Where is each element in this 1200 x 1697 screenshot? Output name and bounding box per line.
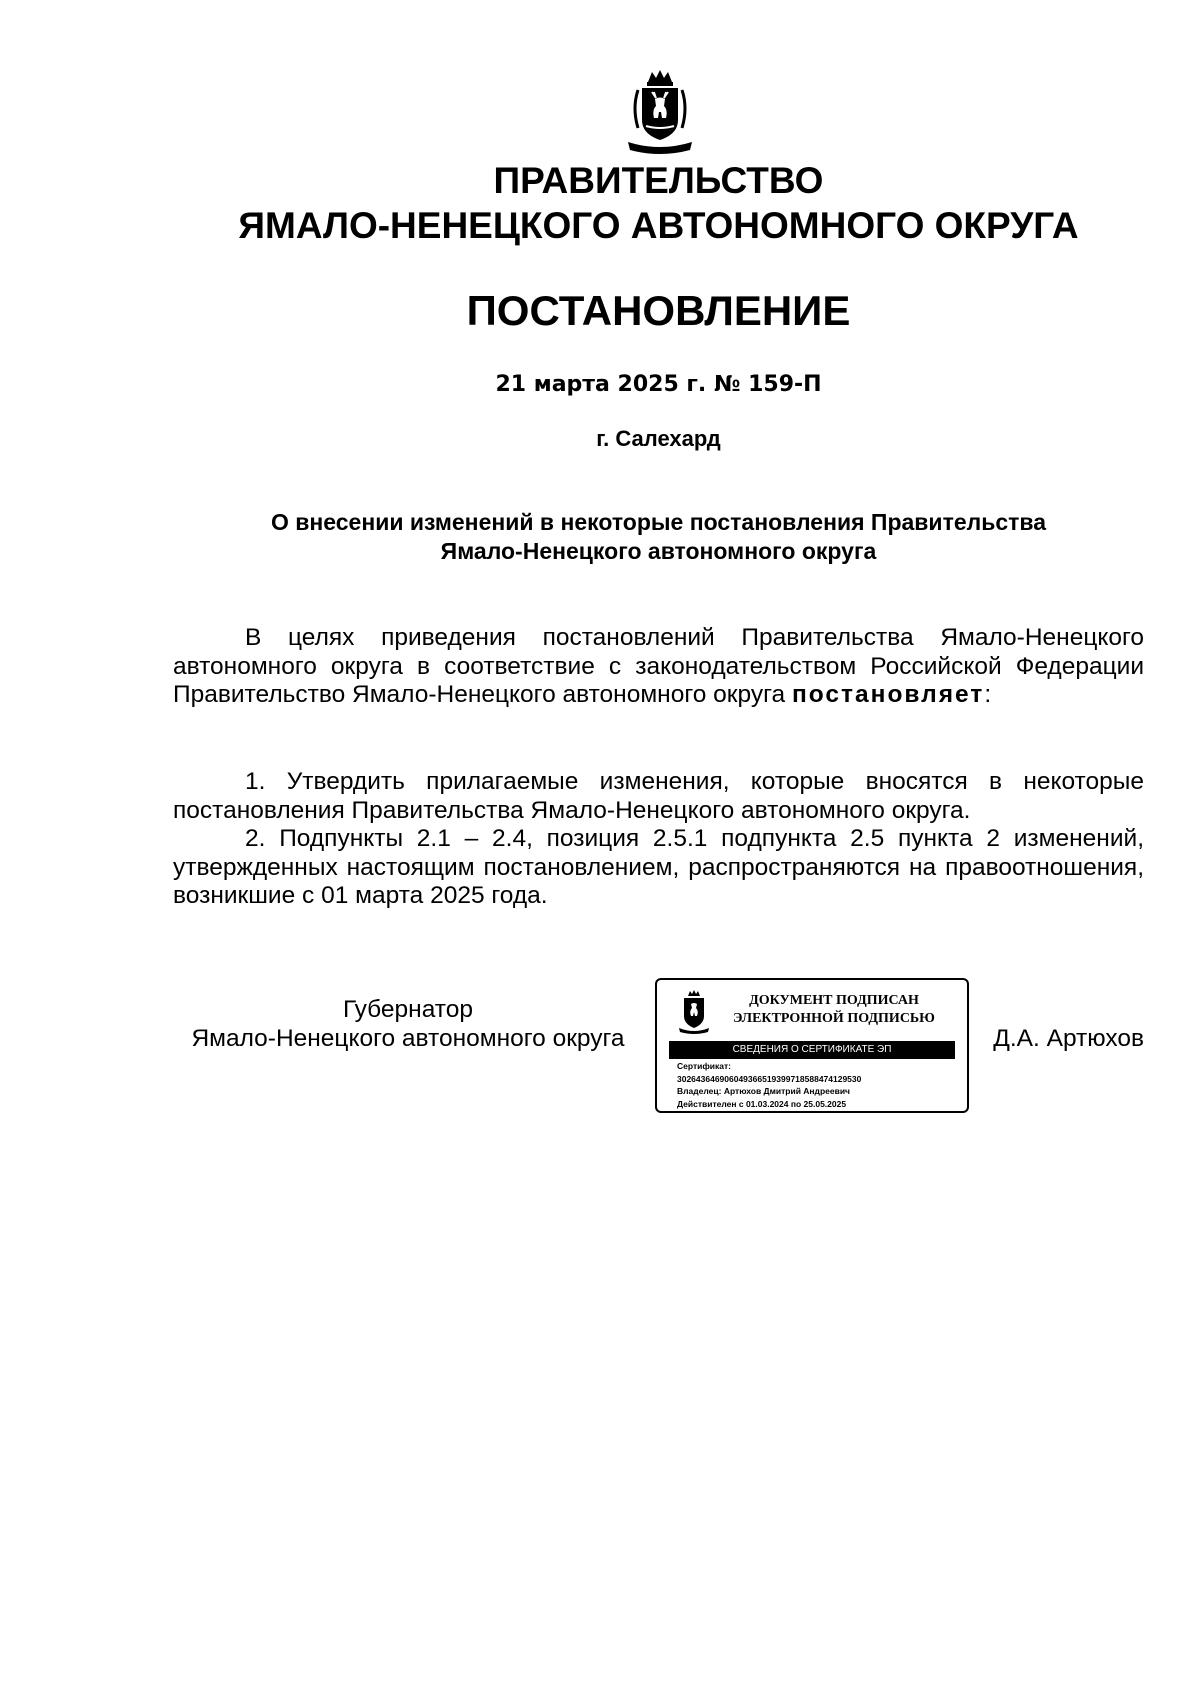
- stamp-coat-of-arms-icon: [677, 990, 711, 1034]
- coat-of-arms-icon: [622, 68, 698, 156]
- document-city: г. Салехард: [596, 426, 721, 451]
- government-line-2: ЯМАЛО-НЕНЕЦКОГО АВТОНОМНОГО ОКРУГА: [238, 205, 1079, 246]
- certificate-number: 3026436469060493665193997185884741295​30: [677, 1073, 862, 1084]
- document-type: ПОСТАНОВЛЕНИЕ: [466, 287, 851, 334]
- resolves-word: постановляет: [791, 681, 985, 708]
- subject-line-1: О внесении изменений в некоторые постановления Правительства: [270, 509, 1047, 535]
- signer-name: Д.А. Артюхов: [993, 1025, 1144, 1052]
- intro-colon: :: [984, 681, 992, 708]
- stamp-heading: [717, 992, 951, 1028]
- subject-line-2: Ямало-Ненецкого автономного округа: [440, 538, 877, 564]
- intro-text: В целях приведения постановлений Правительства Ямало-Ненецкого автономного округа в соответствие с законодательством Российской Федерации Правительство Ямало-Ненецкого автономного округа: [173, 624, 1144, 708]
- intro-paragraph: [173, 624, 1144, 710]
- resolution-items: [173, 768, 1144, 911]
- signer-title-line-1: Губернатор: [343, 996, 473, 1023]
- government-name: [0, 158, 1200, 248]
- stamp-heading-line-1: ДОКУМЕНТ ПОДПИСАН: [749, 993, 919, 1008]
- certificate-owner: Владелец: Артюхов Дмитрий Андреевич: [677, 1086, 850, 1096]
- certificate-details: [677, 1060, 957, 1110]
- stamp-heading-line-2: ЭЛЕКТРОННОЙ ПОДПИСЬЮ: [733, 1011, 935, 1026]
- document-date-number: 21 марта 2025 г. № 159-П: [495, 372, 822, 397]
- government-line-1: ПРАВИТЕЛЬСТВО: [493, 160, 824, 201]
- resolution-item-1: 1. Утвердить прилагаемые изменения, которые вносятся в некоторые постановления Правительства Ямало-Ненецкого автономного округа.: [173, 768, 1144, 824]
- certificate-label: Сертификат:: [677, 1061, 731, 1071]
- signer-title-line-2: Ямало-Ненецкого автономного округа: [191, 1025, 625, 1052]
- electronic-signature-stamp: [655, 978, 969, 1113]
- certificate-info-bar: СВЕДЕНИЯ О СЕРТИФИКАТЕ ЭП: [669, 1041, 955, 1059]
- signer-title: [173, 995, 643, 1053]
- certificate-validity: Действителен с 01.03.2024 по 25.05.2025: [677, 1098, 847, 1109]
- resolution-item-2: 2. Подпункты 2.1 – 2.4, позиция 2.5.1 подпункта 2.5 пункта 2 изменений, утвержденных настоящим постановлением, распространяются на правоотношения, возникшие с 01 марта 2025 года.: [173, 825, 1144, 909]
- document-subject: [175, 508, 1142, 566]
